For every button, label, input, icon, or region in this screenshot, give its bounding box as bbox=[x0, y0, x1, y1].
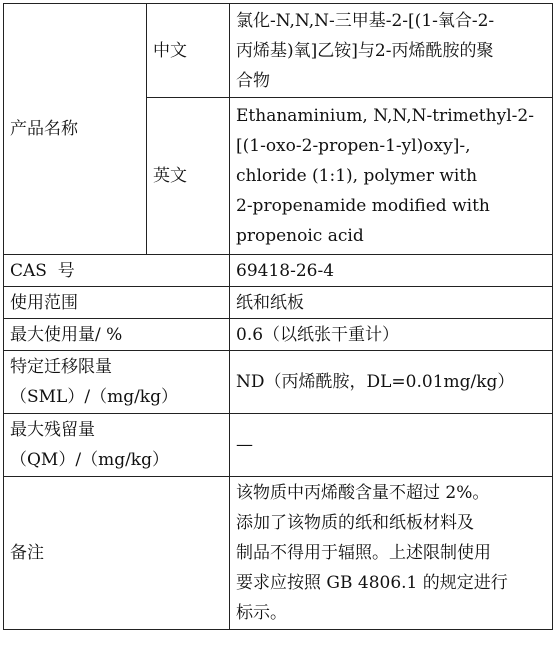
english-name-value bbox=[230, 98, 553, 255]
table-row bbox=[4, 477, 553, 630]
value-line: 丙烯基)氧]乙铵]与2-丙烯酰胺的聚 bbox=[236, 40, 494, 61]
max-use-value: 0.6（以纸张干重计） bbox=[230, 319, 553, 351]
table-row bbox=[4, 414, 553, 477]
label-line: 最大残留量 bbox=[10, 420, 95, 440]
qm-label bbox=[4, 414, 230, 477]
value-line: 该物质中丙烯酸含量不超过 2%。 bbox=[236, 483, 490, 503]
qm-value: — bbox=[230, 414, 553, 477]
value-line: 添加了该物质的纸和纸板材料及 bbox=[236, 513, 474, 533]
label-line: （QM）/（mg/kg） bbox=[10, 450, 169, 470]
scope-label: 使用范围 bbox=[4, 287, 230, 319]
value-line: 2-propenamide modified with bbox=[236, 196, 490, 216]
value-line: 合物 bbox=[236, 70, 270, 91]
chinese-label: 中文 bbox=[147, 4, 230, 98]
table-row bbox=[4, 319, 553, 351]
value-line: [(1-oxo-2-propen-1-yl)oxy]-, bbox=[236, 136, 471, 156]
sml-label bbox=[4, 351, 230, 414]
sml-value: ND（丙烯酰胺，DL=0.01mg/kg） bbox=[230, 351, 553, 414]
table-row bbox=[4, 351, 553, 414]
value-line: 氯化-N,N,N-三甲基-2-[(1-氧合-2- bbox=[236, 10, 495, 31]
notes-value bbox=[230, 477, 553, 630]
value-line: propenoic acid bbox=[236, 226, 364, 246]
table-row bbox=[4, 287, 553, 319]
specification-table bbox=[3, 3, 553, 630]
cas-value: 69418-26-4 bbox=[230, 255, 553, 287]
chinese-name-value bbox=[230, 4, 553, 98]
value-line: chloride (1:1), polymer with bbox=[236, 166, 478, 186]
scope-value: 纸和纸板 bbox=[230, 287, 553, 319]
product-name-label: 产品名称 bbox=[4, 4, 147, 255]
value-line: 要求应按照 GB 4806.1 的规定进行 bbox=[236, 573, 508, 593]
max-use-label: 最大使用量/ % bbox=[4, 319, 230, 351]
label-line: 特定迁移限量 bbox=[10, 357, 112, 377]
value-line: 制品不得用于辐照。上述限制使用 bbox=[236, 543, 491, 563]
english-label: 英文 bbox=[147, 98, 230, 255]
value-line: Ethanaminium, N,N,N-trimethyl-2- bbox=[236, 106, 534, 126]
cas-label: CAS 号 bbox=[4, 255, 230, 287]
label-line: （SML）/（mg/kg） bbox=[10, 387, 178, 407]
notes-label: 备注 bbox=[4, 477, 230, 630]
table-row bbox=[4, 255, 553, 287]
table-row bbox=[4, 4, 553, 98]
value-line: 标示。 bbox=[236, 603, 287, 623]
